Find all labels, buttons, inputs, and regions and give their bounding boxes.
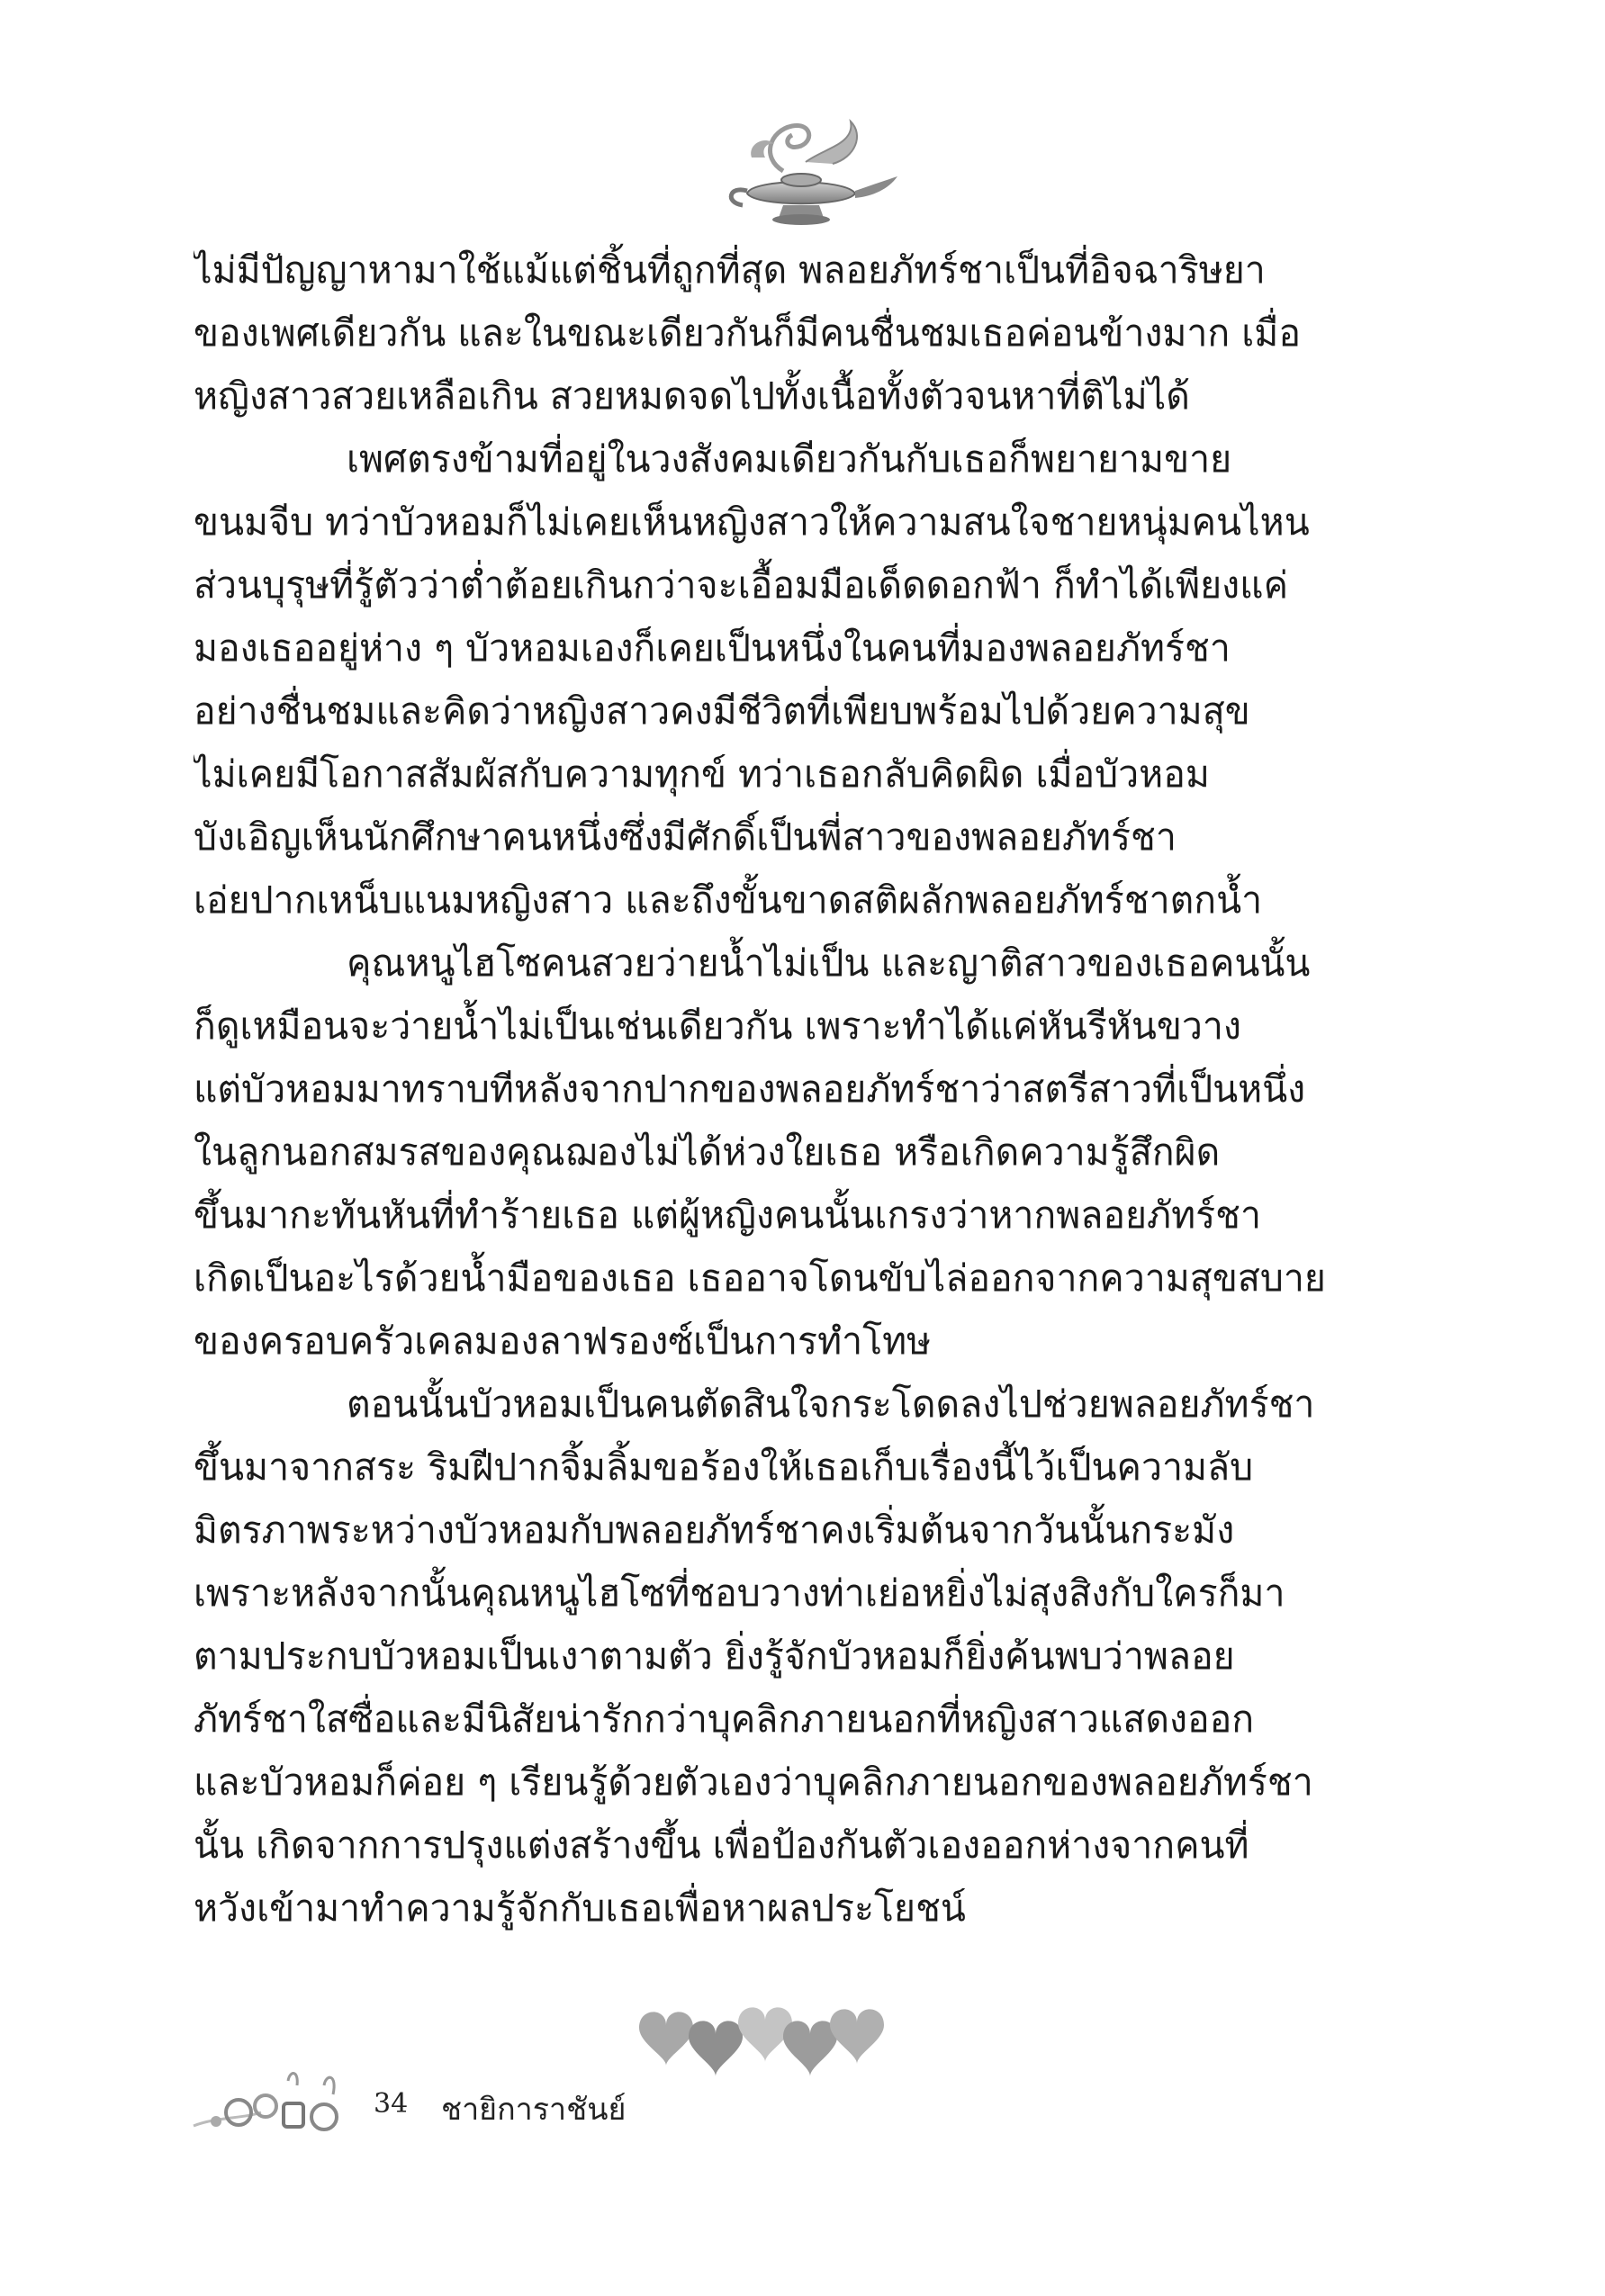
- text-line: เพศตรงข้ามที่อยู่ในวงสังคมเดียวกันกับเธอก็พยายามขาย: [347, 437, 1232, 481]
- text-line: ตามประกบบัวหอมเป็นเงาตามตัว ยิ่งรู้จักบัวหอมก็ยิ่งค้นพบว่าพลอย: [194, 1634, 1235, 1678]
- text-line: ไม่มีปัญญาหามาใช้แม้แต่ชิ้นที่ถูกที่สุด พลอยภัทร์ชาเป็นที่อิจฉาริษยา: [194, 248, 1266, 292]
- body-text: [194, 239, 1400, 1940]
- rings-icon: [189, 2063, 369, 2144]
- text-line: เอ่ยปากเหน็บแนมหญิงสาว และถึงขั้นขาดสติผลักพลอยภัทร์ชาตกน้ำ: [194, 878, 1263, 922]
- text-line: ของครอบครัวเคลมองลาฟรองซ์เป็นการทำโทษ: [194, 1319, 932, 1363]
- text-line: ก็ดูเหมือนจะว่ายน้ำไม่เป็นเช่นเดียวกัน เพราะทำได้แค่หันรีหันขวาง: [194, 1004, 1241, 1048]
- text-line: หวังเข้ามาทำความรู้จักกับเธอเพื่อหาผลประโยชน์: [194, 1886, 966, 1930]
- text-line: ตอนนั้นบัวหอมเป็นคนตัดสินใจกระโดดลงไปช่วยพลอยภัทร์ชา: [347, 1382, 1315, 1426]
- text-line: ขึ้นมาจากสระ ริมฝีปากจิ้มลิ้มขอร้องให้เธอเก็บเรื่องนี้ไว้เป็นความลับ: [194, 1445, 1254, 1489]
- text-line: ของเพศเดียวกัน และในขณะเดียวกันก็มีคนชื่นชมเธอค่อนข้างมาก เมื่อ: [194, 311, 1301, 355]
- text-line: นั้น เกิดจากการปรุงแต่งสร้างขึ้น เพื่อป้องกันตัวเองออกห่างจากคนที่: [194, 1823, 1249, 1867]
- text-line: ไม่เคยมีโอกาสสัมผัสกับความทุกข์ ทว่าเธอกลับคิดผิด เมื่อบัวหอม: [194, 752, 1210, 796]
- text-line: ขนมจีบ ทว่าบัวหอมก็ไม่เคยเห็นหญิงสาวให้ความสนใจชายหนุ่มคนไหน: [194, 500, 1310, 544]
- text-line: อย่างชื่นชมและคิดว่าหญิงสาวคงมีชีวิตที่เพียบพร้อมไปด้วยความสุข: [194, 689, 1250, 733]
- text-line: แต่บัวหอมมาทราบทีหลังจากปากของพลอยภัทร์ชาว่าสตรีสาวที่เป็นหนึ่ง: [194, 1067, 1306, 1111]
- book-title: ชายิการาชันย์: [441, 2092, 627, 2128]
- text-line: ในลูกนอกสมรสของคุณฌองไม่ได้ห่วงใยเธอ หรือเกิดความรู้สึกผิด: [194, 1130, 1221, 1174]
- page-number: 34: [374, 2088, 409, 2120]
- text-line: มองเธออยู่ห่าง ๆ บัวหอมเองก็เคยเป็นหนึ่งในคนที่มองพลอยภัทร์ชา: [194, 626, 1231, 670]
- text-line: และบัวหอมก็ค่อย ๆ เรียนรู้ด้วยตัวเองว่าบุคลิกภายนอกของพลอยภัทร์ชา: [194, 1760, 1313, 1804]
- text-line: ภัทร์ชาใสซื่อและมีนิสัยน่ารักกว่าบุคลิกภายนอกที่หญิงสาวแสดงออก: [194, 1697, 1255, 1741]
- text-line: มิตรภาพระหว่างบัวหอมกับพลอยภัทร์ชาคงเริ่มต้นจากวันนั้นกระมัง: [194, 1508, 1235, 1552]
- text-line: เกิดเป็นอะไรด้วยน้ำมือของเธอ เธออาจโดนขับไล่ออกจากความสุขสบาย: [194, 1256, 1326, 1300]
- text-line: บังเอิญเห็นนักศึกษาคนหนึ่งซึ่งมีศักดิ์เป็นพี่สาวของพลอยภัทร์ชา: [194, 815, 1177, 859]
- text-line: คุณหนูไฮโซคนสวยว่ายน้ำไม่เป็น และญาติสาวของเธอคนนั้น: [347, 941, 1311, 985]
- text-line: หญิงสาวสวยเหลือเกิน สวยหมดจดไปทั้งเนื้อทั้งตัวจนหาที่ติไม่ได้: [194, 374, 1190, 418]
- page-footer: [189, 2063, 729, 2144]
- text-line: ส่วนบุรุษที่รู้ตัวว่าต่ำต้อยเกินกว่าจะเอื้อมมือเด็ดดอกฟ้า ก็ทำได้เพียงแค่: [194, 563, 1289, 607]
- text-line: เพราะหลังจากนั้นคุณหนูไฮโซที่ชอบวางท่าเย่อหยิ่งไม่สุงสิงกับใครก็มา: [194, 1571, 1285, 1615]
- genie-lamp-icon: [698, 108, 905, 234]
- text-line: ขึ้นมากะทันหันที่ทำร้ายเธอ แต่ผู้หญิงคนนั้นเกรงว่าหากพลอยภัทร์ชา: [194, 1193, 1261, 1237]
